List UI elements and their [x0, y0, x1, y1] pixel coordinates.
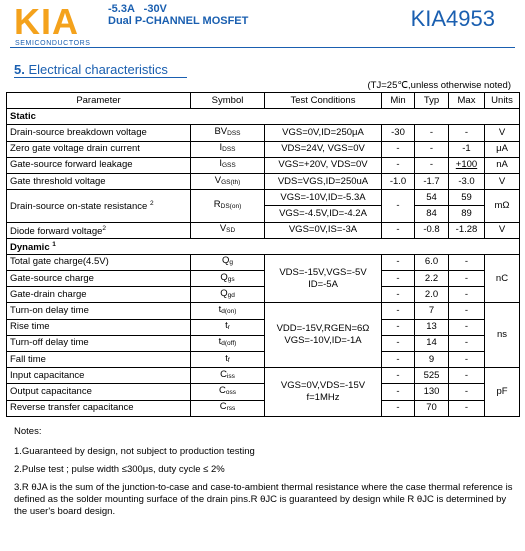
param-cell: Gate-source forward leakage	[7, 157, 191, 173]
param-cell: Fall time	[7, 352, 191, 368]
typ-cell: 2.0	[415, 287, 449, 303]
condition-note: (TJ=25℃,unless otherwise noted)	[367, 80, 511, 91]
typ-cell: -	[415, 141, 449, 157]
device-type: Dual P-CHANNEL MOSFET	[108, 15, 249, 27]
min-cell: -30	[382, 125, 415, 141]
condition-line: VDD=-15V,RGEN=6Ω	[276, 323, 370, 335]
typ-cell: 525	[415, 368, 449, 384]
condition-cell: VGS=-10V,ID=-5.3A	[265, 190, 382, 206]
table-row	[7, 352, 520, 368]
min-cell: -	[382, 352, 415, 368]
unit-cell: V	[485, 222, 520, 238]
max-cell: -	[449, 384, 485, 400]
typ-cell: -1.7	[415, 173, 449, 189]
param-cell: Gate-source charge	[7, 271, 191, 287]
note-2: 2.Pulse test ; pulse width ≤300μs, duty cycle ≤ 2%	[14, 464, 225, 475]
company-logo: KIA	[14, 1, 79, 42]
notes-heading: Notes:	[14, 426, 42, 437]
symbol-cell: $Q_g$	[191, 254, 265, 270]
symbol-cell: $C_{rss}$	[191, 400, 265, 416]
unit-cell: nA	[485, 157, 520, 173]
condition-line: VDS=-15V,VGS=-5V	[279, 266, 367, 278]
static-label: Static	[7, 109, 520, 125]
min-cell: -	[382, 319, 415, 335]
min-cell: -	[382, 287, 415, 303]
max-cell: 59	[449, 190, 485, 206]
param-cell: Total gate charge(4.5V)	[7, 254, 191, 270]
footnote-ref: 1	[52, 240, 56, 248]
header-divider	[10, 47, 515, 48]
max-cell: -	[449, 254, 485, 270]
typ-cell: 6.0	[415, 254, 449, 270]
symbol-cell: $t_f$	[191, 352, 265, 368]
typ-cell: 84	[415, 206, 449, 222]
max-cell: -	[449, 271, 485, 287]
typ-cell: 70	[415, 400, 449, 416]
unit-cell: V	[485, 125, 520, 141]
table-row	[7, 141, 520, 157]
symbol-cell: $V_{SD}$	[191, 222, 265, 238]
symbol-cell: $Q_{gd}$	[191, 287, 265, 303]
table-row	[7, 173, 520, 189]
table-row	[7, 319, 520, 335]
max-cell: -	[449, 368, 485, 384]
param-cell: Turn-on delay time	[7, 303, 191, 319]
condition-cell: VGS=0V,ID=250μA	[265, 125, 382, 141]
condition-cell: VDS=VGS,ID=250uA	[265, 173, 382, 189]
param-cell: Gate-drain charge	[7, 287, 191, 303]
typ-cell: 2.2	[415, 271, 449, 287]
max-cell: -	[449, 400, 485, 416]
footnote-ref: 2	[149, 200, 154, 208]
param-cell: Drain-source breakdown voltage	[7, 125, 191, 141]
typ-cell: 9	[415, 352, 449, 368]
symbol-cell: $R_{DS(on)}$	[191, 190, 265, 222]
min-cell: -	[382, 335, 415, 351]
condition-cell: VGS=+20V, VDS=0V	[265, 157, 382, 173]
table-row	[7, 384, 520, 400]
section-row-dynamic	[7, 238, 520, 254]
param-cell	[7, 222, 191, 238]
condition-line: ID=-5A	[308, 278, 338, 290]
min-cell: -	[382, 303, 415, 319]
typ-cell: -	[415, 125, 449, 141]
condition-cell	[265, 303, 382, 368]
condition-line: f=1MHz	[306, 391, 340, 403]
table-row	[7, 303, 520, 319]
company-subtitle: SEMICONDUCTORS	[15, 40, 91, 47]
section-title: 5. Electrical characteristics	[14, 62, 168, 77]
param-cell: Output capacitance	[7, 384, 191, 400]
symbol-cell: $V_{GS(th)}$	[191, 173, 265, 189]
unit-cell: V	[485, 173, 520, 189]
param-cell: Reverse transfer capacitance	[7, 400, 191, 416]
typ-cell: -	[415, 157, 449, 173]
min-cell: -	[382, 190, 415, 222]
max-cell: +100	[449, 157, 485, 173]
symbol-cell: $C_{oss}$	[191, 384, 265, 400]
param-text: Drain-source on-state resistance	[10, 201, 148, 213]
table-row	[7, 271, 520, 287]
table-row	[7, 125, 520, 141]
min-cell: -	[382, 222, 415, 238]
table-row	[7, 254, 520, 270]
unit-cell: μA	[485, 141, 520, 157]
min-cell: -	[382, 400, 415, 416]
typ-cell: 130	[415, 384, 449, 400]
section-number: 5	[14, 62, 22, 77]
symbol-cell: $I_{GSS}$	[191, 157, 265, 173]
max-cell: -	[449, 303, 485, 319]
table-row	[7, 287, 520, 303]
max-cell: 89	[449, 206, 485, 222]
col-header: Max	[449, 93, 485, 109]
param-text: Diode forward voltage	[10, 225, 103, 237]
dynamic-label	[7, 238, 520, 254]
note-1: 1.Guaranteed by design, not subject to production testing	[14, 446, 255, 457]
table-row	[7, 335, 520, 351]
symbol-cell: $t_r$	[191, 319, 265, 335]
symbol-cell: $t_{d(on)}$	[191, 303, 265, 319]
typ-cell: 7	[415, 303, 449, 319]
param-cell	[7, 190, 191, 222]
section-underline	[14, 77, 187, 78]
min-cell: -	[382, 157, 415, 173]
col-header: Test Conditions	[265, 93, 382, 109]
col-header: Parameter	[7, 93, 191, 109]
param-cell: Rise time	[7, 319, 191, 335]
param-cell: Input capacitance	[7, 368, 191, 384]
condition-cell	[265, 368, 382, 417]
condition-cell: VDS=24V, VGS=0V	[265, 141, 382, 157]
max-cell: -	[449, 287, 485, 303]
spec-summary: -5.3A -30V	[108, 3, 167, 15]
max-cell: -	[449, 125, 485, 141]
symbol-cell: $t_{d(off)}$	[191, 335, 265, 351]
col-header: Min	[382, 93, 415, 109]
table-row	[7, 368, 520, 384]
col-header: Symbol	[191, 93, 265, 109]
min-cell: -	[382, 271, 415, 287]
min-cell: -	[382, 141, 415, 157]
section-title-text: Electrical characteristics	[28, 62, 168, 77]
min-cell: -	[382, 384, 415, 400]
param-cell: Gate threshold voltage	[7, 173, 191, 189]
max-cell: -	[449, 352, 485, 368]
max-cell: -	[449, 335, 485, 351]
typ-cell: 54	[415, 190, 449, 206]
unit-cell: nC	[485, 254, 520, 303]
max-cell: -	[449, 319, 485, 335]
typ-cell: 13	[415, 319, 449, 335]
max-cell: -1	[449, 141, 485, 157]
min-cell: -	[382, 368, 415, 384]
symbol-cell: $C_{iss}$	[191, 368, 265, 384]
min-cell: -	[382, 254, 415, 270]
condition-line: VGS=0V,VDS=-15V	[280, 379, 366, 391]
typ-cell: -0.8	[415, 222, 449, 238]
col-header: Typ	[415, 93, 449, 109]
param-cell: Zero gate voltage drain current	[7, 141, 191, 157]
max-cell: -3.0	[449, 173, 485, 189]
table-row	[7, 400, 520, 416]
condition-cell	[265, 254, 382, 303]
table-row	[7, 190, 520, 206]
condition-cell: VGS=-4.5V,ID=-4.2A	[265, 206, 382, 222]
unit-cell: mΩ	[485, 190, 520, 222]
symbol-cell: $BV_{DSS}$	[191, 125, 265, 141]
table-row	[7, 222, 520, 238]
footnote-ref: 2	[102, 224, 107, 232]
param-cell: Turn-off delay time	[7, 335, 191, 351]
dynamic-label-text: Dynamic	[10, 241, 50, 253]
condition-line: VGS=-10V,ID=-1A	[284, 335, 362, 347]
min-cell: -1.0	[382, 173, 415, 189]
table-header-row	[7, 93, 520, 109]
table-row	[7, 157, 520, 173]
electrical-characteristics-table	[6, 92, 520, 417]
symbol-cell: $I_{DSS}$	[191, 141, 265, 157]
max-cell: -1.28	[449, 222, 485, 238]
part-number: KIA4953	[410, 6, 495, 31]
unit-cell: pF	[485, 368, 520, 417]
col-header: Units	[485, 93, 520, 109]
unit-cell: ns	[485, 303, 520, 368]
section-row-static	[7, 109, 520, 125]
symbol-cell: $Q_{gs}$	[191, 271, 265, 287]
typ-cell: 14	[415, 335, 449, 351]
condition-cell: VGS=0V,IS=-3A	[265, 222, 382, 238]
note-3: 3.R θJA is the sum of the junction-to-case and case-to-ambient thermal resistance where the case thermal reference is defined as the solder mounting surface of the drain pins.R θJC is guaranteed by design while R θJC is determined by the user's board design.	[14, 482, 513, 517]
